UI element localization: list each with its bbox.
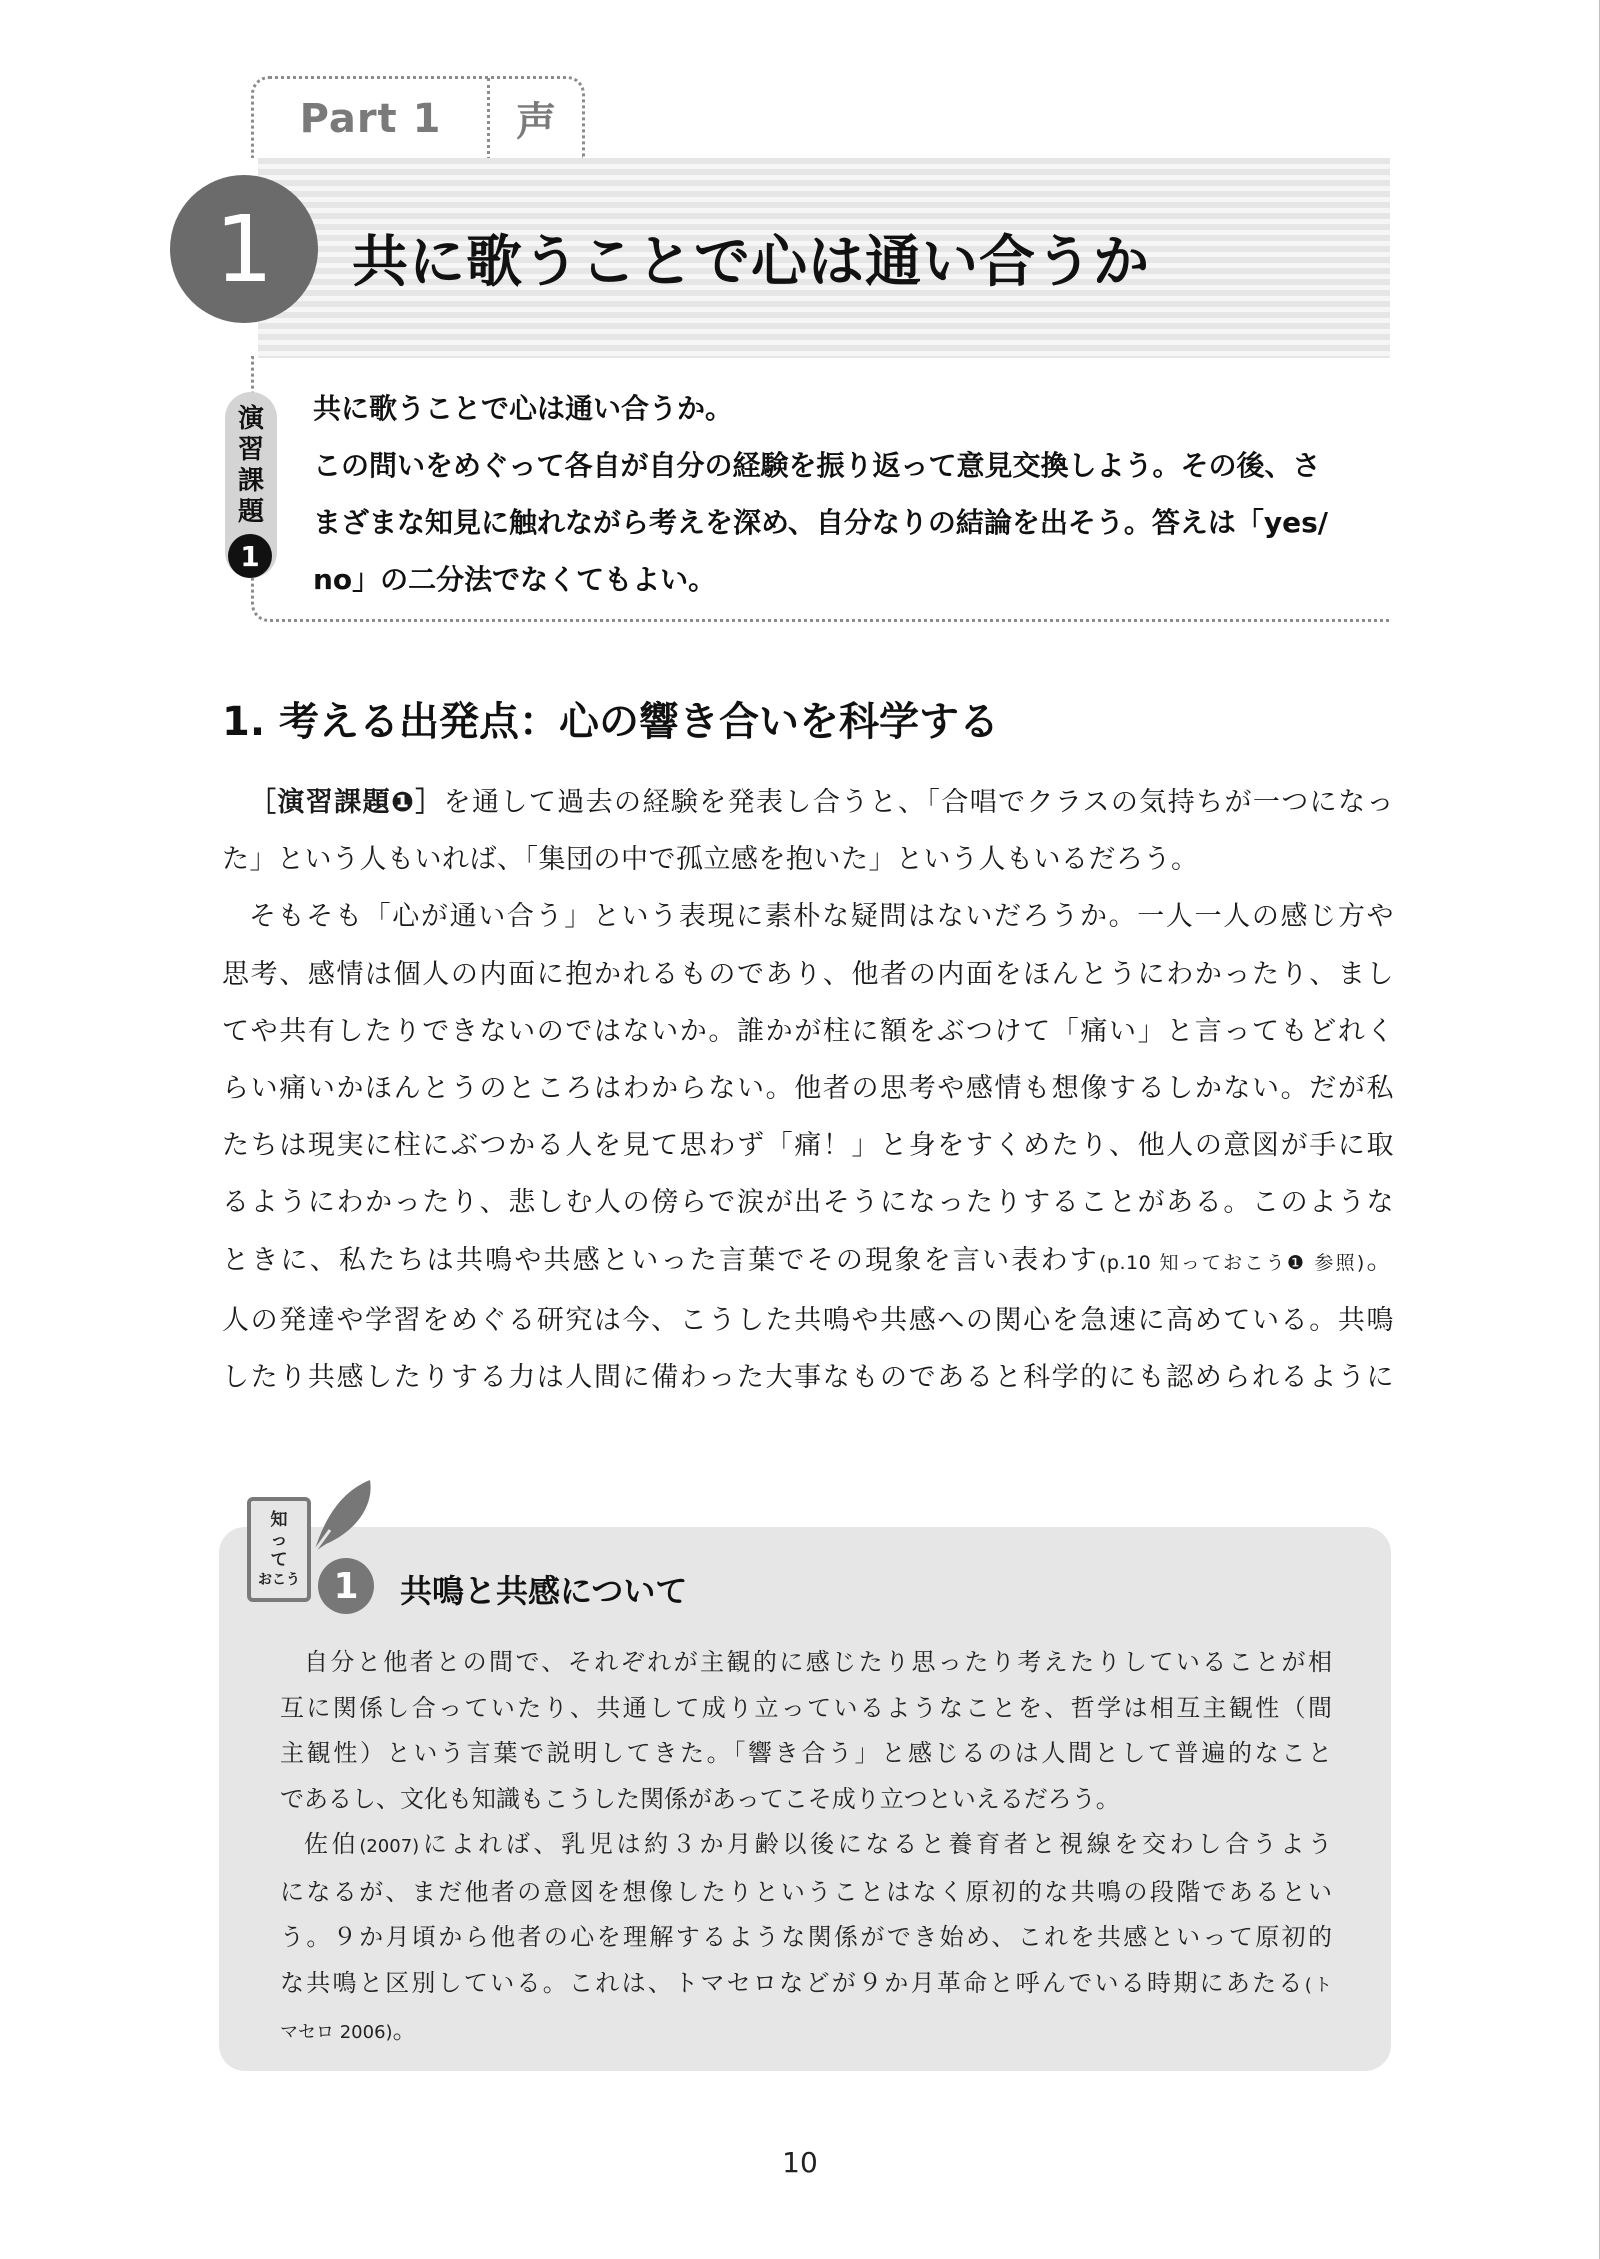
body-line: 思考、感情は個人の内面に抱かれるものであり、他者の内面をほんとうにわかったり、まし xyxy=(222,958,1394,990)
body-line: た」という人もいれば、「集団の中で孤立感を抱いた」という人もいるだろう。 xyxy=(222,844,1199,876)
chapter-title: 共に歌うことで心は通い合うか xyxy=(352,230,1150,295)
section-heading: 1. 考える出発点：心の響き合いを科学する xyxy=(222,699,999,745)
know-badge-char: 知 xyxy=(270,1509,288,1530)
exercise-label-char: 課 xyxy=(237,466,264,496)
know-line: 主観性）という言葉で説明してきた。「響き合う」と感じるのは人間として普遍的なこと xyxy=(280,1739,1332,1767)
know-line: う。９か月頃から他者の心を理解するような関係ができ始め、これを共感といって原初的 xyxy=(280,1923,1332,1951)
page-number: 10 xyxy=(782,2146,818,2179)
know-line: マセロ 2006)。 xyxy=(280,2016,417,2044)
exercise-line: この問いをめぐって各自が自分の経験を振り返って意見交換しよう。その後、さ xyxy=(313,449,1321,482)
quill-pen-icon xyxy=(300,1474,380,1564)
body-line: 人の発達や学習をめぐる研究は今、こうした共鳴や共感への関心を急速に高めている。共鳴 xyxy=(222,1304,1394,1336)
part-topic: 声 xyxy=(516,99,556,145)
know-line: 佐伯(2007)によれば、乳児は約３か月齢以後になると養育者と視線を交わし合うよう xyxy=(304,1830,1333,1858)
know-line: であるし、文化も知識もこうした関係があってこそ成り立つといえるだろう。 xyxy=(280,1784,1120,1813)
know-line: 自分と他者との間で、それぞれが主観的に感じたり思ったり考えたりしていることが相 xyxy=(304,1648,1332,1676)
exercise-label-char: 演 xyxy=(237,404,264,434)
know-title: 共鳴と共感について xyxy=(400,1572,688,1610)
know-badge-char: て xyxy=(270,1549,288,1570)
chapter-number-badge xyxy=(170,175,318,323)
chapter-number: 1 xyxy=(214,195,274,303)
citation-saeki: (2007) xyxy=(359,1836,420,1857)
body-text xyxy=(222,774,1394,1406)
body-line: らい痛いかほんとうのところはわからない。他者の思考や感情も想像するしかない。だが私 xyxy=(222,1073,1394,1105)
know-line: な共鳴と区別している。これは、トマセロなどが９か月革命と呼んでいる時期にあたる(ト xyxy=(280,1968,1332,1997)
exercise-text xyxy=(313,380,1373,608)
exercise-line: まざまな知見に触れながら考えを深め、自分なりの結論を出そう。答えは「yes/ xyxy=(313,506,1329,539)
body-line: るようにわかったり、悲しむ人の傍らで涙が出そうになったりすることがある。このような xyxy=(222,1187,1394,1219)
know-badge-char: っ xyxy=(270,1529,288,1550)
citation-tomasello-start: (ト xyxy=(1304,1974,1332,1996)
exercise-number: 1 xyxy=(240,539,260,573)
know-badge-char: おこう xyxy=(258,1571,300,1588)
part-tab xyxy=(251,76,585,158)
exercise-reference: ［演習課題❶］ xyxy=(249,787,444,818)
body-line: てや共有したりできないのではないか。誰かが柱に額をぶつけて「痛い」と言ってもどれく xyxy=(222,1015,1394,1047)
exercise-label-char: 習 xyxy=(237,435,264,465)
exercise-line: no」の二分法でなくてもよい。 xyxy=(313,563,717,596)
body-line: そもそも「心が通い合う」という表現に素朴な疑問はないだろうか。一人一人の感じ方や xyxy=(249,901,1394,933)
exercise-line: 共に歌うことで心は通い合うか。 xyxy=(313,392,734,425)
exercise-number-badge xyxy=(228,534,272,578)
know-number-badge xyxy=(318,1558,374,1614)
know-line: になるが、まだ他者の意図を想像したりということはなく原初的な共鳴の段階であるとい xyxy=(280,1877,1332,1906)
know-reference: (p.10 知っておこう❶ 参照) xyxy=(1099,1251,1365,1274)
body-line: ［演習課題❶］を通して過去の経験を発表し合うと、「合唱でクラスの気持ちが一つになっ xyxy=(249,787,1394,818)
body-line: ときに、私たちは共鳴や共感といった言葉でその現象を言い表わす(p.10 知っておこう❶ 参照)。 xyxy=(222,1244,1395,1276)
citation-tomasello-end: マセロ 2006) xyxy=(280,2022,393,2043)
know-text xyxy=(280,1640,1332,2056)
part-label: Part 1 xyxy=(299,95,442,142)
know-line: 互に関係し合っていたり、共通して成り立っているようなことを、哲学は相互主観性（間 xyxy=(280,1693,1332,1722)
body-line: たちは現実に柱にぶつかる人を見て思わず「痛！」と身をすくめたり、他人の意図が手に取 xyxy=(222,1130,1394,1162)
know-number: 1 xyxy=(333,1565,359,1607)
exercise-label-char: 題 xyxy=(237,497,264,527)
body-line: したり共感したりする力は人間に備わった大事なものであると科学的にも認められるように xyxy=(222,1362,1394,1394)
